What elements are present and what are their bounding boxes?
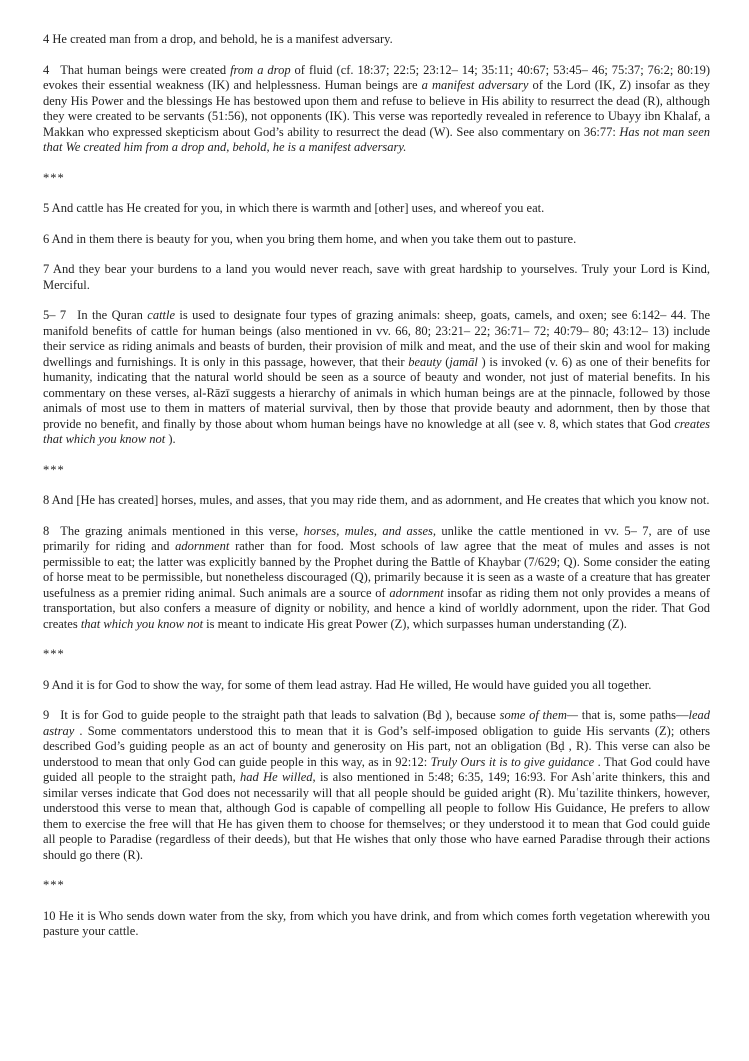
italic-quoted-text: lead astray xyxy=(43,708,710,738)
italic-quoted-text: Truly Ours it is to give guidance xyxy=(430,754,595,769)
commentary-verse-number: 4 xyxy=(43,62,50,77)
body-text: It is for God to guide people to the straight path that leads to salvation (Bḍ ), because xyxy=(60,708,500,722)
commentary-verse-number: 8 xyxy=(43,523,50,538)
body-text: . Some commentators understood this to mean that it is God’s self-imposed obligation to guide His servants (Z); others described God’s guiding people as an act of bounty and generosity on His part, not an obligation (Bḍ , R). This verse can also be understood to mean that only God can guide people in this way, as in 92:12: xyxy=(43,723,710,769)
body-text: . That God could have guided all people to the straight path, xyxy=(43,754,710,784)
body-text: of the Lord (IK, Z) insofar as they deny His Power and the blessings He has bestowed upon them and refuse to believe in His ability to resurrect the dead (R), although they were created to be servants (51:56), not opponents (IK). This verse was reportedly revealed in reference to Ubayy ibn Khalaf, a Makkan who expressed skepticism about God’s ability to resurrect the dead (W). See also commentary on 36:77: xyxy=(43,78,710,139)
body-text: is meant to indicate His great Power (Z), which surpasses human understanding (Z). xyxy=(203,616,627,631)
italic-quoted-text: that which you know not xyxy=(80,616,204,631)
italic-quoted-text: beauty xyxy=(408,354,442,369)
body-text: ( xyxy=(441,354,450,369)
italic-quoted-text: Has not man seen that We created him from a drop and, behold, he is a manifest adversary. xyxy=(43,124,710,154)
page-body xyxy=(43,32,710,940)
body-text: 9 And it is for God to show the way, for some of them lead astray. Had He willed, He would have guided you all together. xyxy=(43,677,652,692)
body-text: rather than for food. Most schools of law agree that the meat of mules and asses is not permissible to eat; the latter was explicitly banned by the Prophet during the Battle of Khaybar (7/629; Q). Some consider the eating of horse meat to be permissible, but nonetheless discouraged (Q), primarily because it is seen as a waste of a creature that has greater usefulness as a premier riding animal. Such animals are a source of xyxy=(43,539,710,600)
body-text: In the Quran xyxy=(77,308,148,322)
commentary-4 xyxy=(43,63,710,156)
section-separator-4: *** xyxy=(43,878,65,892)
italic-quoted-text: adornment xyxy=(389,585,444,600)
section-separator-1: *** xyxy=(43,170,65,185)
body-text: ) is invoked (v. 6) as one of their benefits for humanity, indicating that the natural world should be seen as a source of beauty and wonder, not just of material benefits. In his commentary on these verses, al-Rāzī suggests a hierarchy of animals in which human beings are at the pinnacle, followed by those animals of most use to them in matters of material survival, then by those that provide beauty and adornment, then by those that provide no benefit, and finally by those about whom human beings have no knowledge at all (see v. 8, which states that God xyxy=(43,354,710,431)
body-text: that is, some paths— xyxy=(577,708,689,722)
italic-quoted-text: had He willed, xyxy=(240,770,316,784)
italic-quoted-text: a manifest adversary xyxy=(421,78,529,92)
section-separator-3: *** xyxy=(43,647,65,661)
verse-7 xyxy=(43,262,710,293)
body-text: insofar as riding them not only provides a means of transportation, but also confers a measure of dignity or nobility, and hence a kind of worldly adornment, upon the rider. That God creates xyxy=(43,585,711,631)
italic-quoted-text: jamāl xyxy=(449,354,478,369)
body-text: 4 He created man from a drop, and behold, he is a manifest adversary. xyxy=(43,32,393,46)
italic-quoted-text: from a drop xyxy=(230,62,291,77)
verse-10 xyxy=(43,909,710,940)
body-text: unlike the cattle mentioned in vv. 5– 7, are of use primarily for riding and xyxy=(43,523,710,553)
italic-quoted-text: adornment xyxy=(175,539,230,553)
verse-8 xyxy=(43,493,710,509)
commentary-verse-number: 9 xyxy=(43,708,50,722)
italic-quoted-text: creates that which you know not xyxy=(43,416,710,446)
body-text: of fluid (cf. 18:37; 22:5; 23:12– 14; 35:11; 40:67; 53:45– 46; 75:37; 76:2; 80:19) evokes their essential weakness (IK) and helplessness. Human beings are xyxy=(43,62,710,92)
body-text: is also mentioned in 5:48; 6:35, 149; 16:93. For Ashʿarite thinkers, this and similar verses indicate that God does not necessarily will that all people should be guided aright (R). Muʿtazilite thinkers, however, understood this verse to mean that, although God is capable of compelling all people to follow His Guidance, He prefers to allow them to exercise the free will that He has given them to choose for themselves; or they understood it to mean that God could guide all people to Paradise (regardless of their deeds), but that He wishes that only those who have earned Paradise through their actions should go there (R). xyxy=(43,770,711,862)
body-text: 7 And they bear your burdens to a land you would never reach, save with great hardship to yourselves. Truly your Lord is Kind, Merciful. xyxy=(43,262,710,292)
body-text: The grazing animals mentioned in this verse, xyxy=(60,523,304,538)
commentary-verse-number: 5– 7 xyxy=(43,308,67,322)
body-text: That human beings were created xyxy=(60,62,231,77)
commentary-8 xyxy=(43,524,710,633)
verse-4 xyxy=(43,32,710,48)
body-text: is used to designate four types of grazing animals: sheep, goats, camels, and oxen; see 6:142– 44. The manifold benefits of cattle for human beings (also mentioned in vv. 66, 80; 23:21– 22; 36:71– 72; 40:79– 80; 43:12– 13) include their service as riding animals and beasts of burden, their provision of milk and meat, and the use of their skin and wool for making dwellings and furnishings. It is only in this passage, however, that their xyxy=(43,308,711,369)
body-text: 8 And [He has created] horses, mules, and asses, that you may ride them, and as adornment, and He creates that which you know not. xyxy=(43,493,710,507)
commentary-5-7 xyxy=(43,308,710,448)
body-text: 10 He it is Who sends down water from the sky, from which you have drink, and from which comes forth vegetation wherewith you pasture your cattle. xyxy=(43,908,710,938)
commentary-9 xyxy=(43,708,710,863)
italic-quoted-text: cattle xyxy=(147,308,176,322)
body-text: 6 And in them there is beauty for you, when you bring them home, and when you take them out to pasture. xyxy=(43,231,577,246)
italic-quoted-text: some of them— xyxy=(499,708,578,722)
italic-quoted-text: horses, mules, and asses, xyxy=(303,523,436,538)
verse-5 xyxy=(43,201,710,217)
body-text: ). xyxy=(165,432,176,446)
section-separator-2: *** xyxy=(43,462,65,477)
verse-6 xyxy=(43,232,710,248)
body-text: 5 And cattle has He created for you, in which there is warmth and [other] uses, and whereof you eat. xyxy=(43,201,545,215)
verse-9 xyxy=(43,678,710,694)
